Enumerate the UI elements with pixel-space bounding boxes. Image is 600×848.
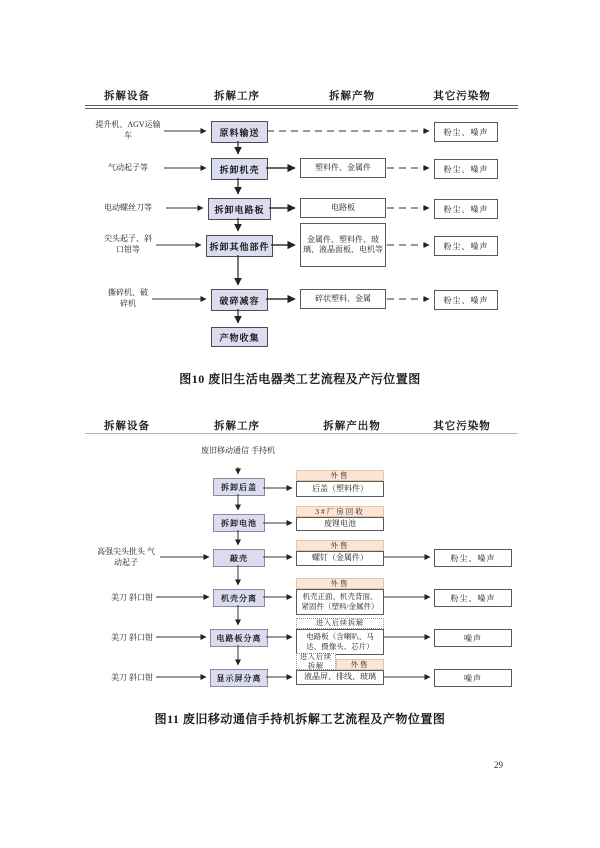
fig11-col-equipment: 拆解设备 [104,421,150,432]
fig10-product-4: 金属件、塑料件、玻璃、液晶面板、电机等 [300,223,386,267]
fig11-process-4: 机壳分离 [213,589,265,607]
fig11-product-3: 螺钉（金属件） [296,551,384,566]
fig11-equipment-6: 美刀 斜口钳 [111,672,153,682]
fig11-product-1: 后盖（塑料件） [296,481,384,497]
fig10-col-equipment: 拆解设备 [104,91,150,102]
fig10-pollutant-3: 粉尘、噪声 [434,199,498,219]
fig10-pollutant-1: 粉尘、噪声 [434,122,498,142]
fig10-process-2: 拆卸机壳 [211,158,268,180]
fig10-pollutant-5: 粉尘、噪声 [434,290,498,310]
fig10-equipment-4: 尖头起子、斜口钳等 [104,234,152,254]
fig10-process-5: 破碎减容 [211,289,268,311]
fig11-tag-3: 外售 [296,540,384,551]
fig10-pollutant-4: 粉尘、噪声 [434,236,498,256]
fig11-pollutant-4: 粉尘、噪声 [434,589,512,607]
fig11-process-6: 显示屏分离 [210,669,268,687]
fig11-product-2: 废锂电池 [296,517,384,531]
fig10-pollutant-2: 粉尘、噪声 [434,159,498,179]
fig10-caption: 图10 废旧生活电器类工艺流程及产污位置图 [179,372,421,386]
fig10-col-pollutant: 其它污染物 [433,91,491,102]
fig11-process-2: 拆卸电池 [213,514,265,532]
fig11-tag-6a: 进入后续 拆解 [296,653,336,670]
fig11-tag-1: 外售 [296,470,384,481]
fig11-process-3: 敲壳 [213,549,265,567]
fig11-equipment-4: 美刀 斜口钳 [111,592,153,602]
fig11-pollutant-6: 噪声 [434,669,512,687]
fig10-product-2: 塑料件、金属件 [300,158,386,178]
fig11-col-process: 拆解工序 [214,421,260,432]
fig11-tag-4: 外售 [296,578,384,589]
fig10-equipment-1: 提升机、AGV运输车 [95,120,161,140]
fig11-tag-5: 进入后续拆解 [296,618,384,629]
fig10-col-product: 拆解产物 [329,91,375,102]
fig11-process-5: 电路板分离 [210,629,268,647]
fig11-product-6: 液晶屏、排线、玻璃 [296,670,384,685]
fig11-pollutant-5: 噪声 [434,629,512,647]
fig11-pollutant-3: 粉尘、噪声 [434,549,512,567]
fig10-header-rule [85,105,518,109]
fig10-equipment-2: 气动起子等 [108,162,148,172]
fig10-process-1: 原料输送 [211,121,268,143]
fig11-equipment-5: 美刀 斜口钳 [111,632,153,642]
fig10-product-5: 碎状塑料、金属 [300,289,386,309]
fig11-tag-2: 3#厂房回收 [296,506,384,517]
fig10-process-collect: 产物收集 [211,327,268,347]
fig10-col-process: 拆解工序 [214,91,260,102]
fig11-tag-6b: 外售 [336,659,384,670]
fig11-col-pollutant: 其它污染物 [433,421,491,432]
fig11-product-4: 机壳正面、机壳背面、紧固件（塑料/金属件） [296,589,384,615]
fig11-header-rule [85,433,518,435]
fig10-process-4: 拆卸其他部件 [206,235,273,257]
fig10-equipment-5: 撕碎机、破碎机 [108,288,148,308]
fig10-process-3: 拆卸电路板 [208,198,271,220]
fig11-product-5: 电路板（含喇叭、马达、摄像头、芯片） [296,629,384,655]
fig11-caption: 图11 废旧移动通信手持机拆解工艺流程及产物位置图 [154,712,446,726]
fig11-process-1: 拆卸后盖 [213,478,265,496]
page-number: 29 [494,760,503,770]
fig11-start-node: 废旧移动通信 手持机 [201,446,275,455]
fig10-product-3: 电路板 [300,198,386,218]
fig11-col-product: 拆解产出物 [323,421,381,432]
fig11-equipment-3: 高强尖头批头 气动起子 [97,547,155,567]
fig10-equipment-3: 电动螺丝刀等 [104,202,152,212]
